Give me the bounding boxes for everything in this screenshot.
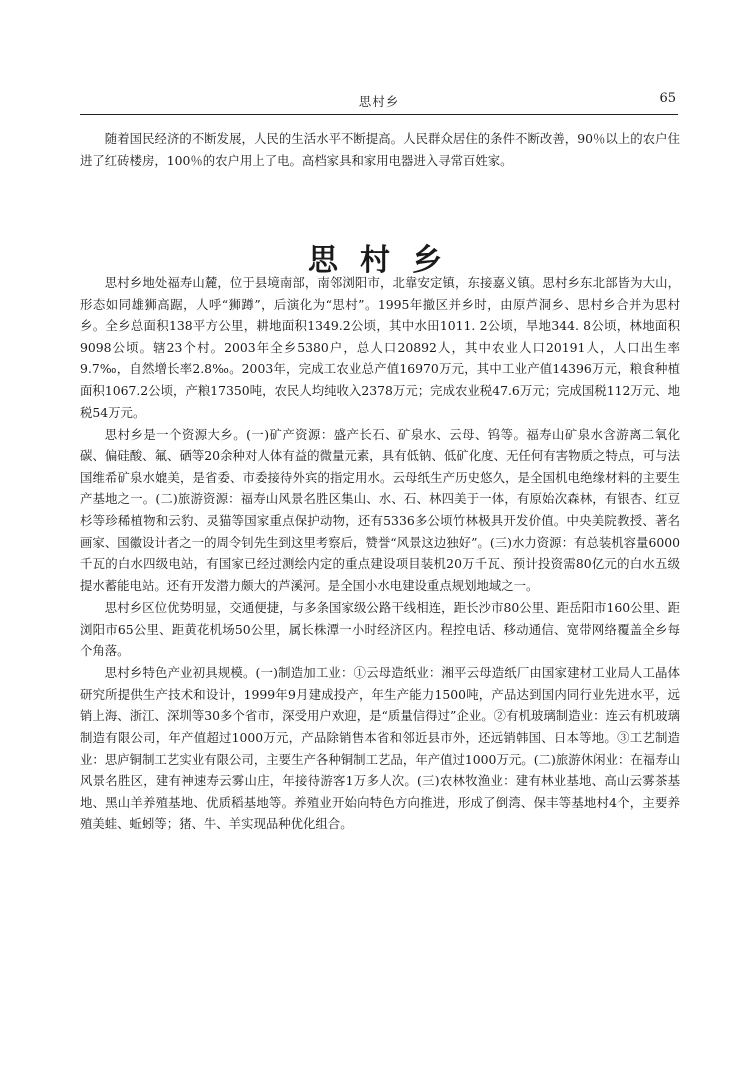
section-body	[80, 272, 680, 835]
previous-section-ending	[80, 128, 680, 171]
paragraph-resources: 思村乡是一个资源大乡。(一)矿产资源：盛产长石、矿泉水、云母、钨等。福寿山矿泉水含游离二氧化碳、偏硅酸、氟、硒等20余种对人体有益的微量元素，具有低钠、低矿化度、无任何有害物质之特点，可与法国维希矿泉水媲美，是省委、市委接待外宾的指定用水。云母纸生产历史悠久，是全国机电绝缘材料的主要生产基地之一。(二)旅游资源：福寿山风景名胜区集山、水、石、林四美于一体，有原始次森林，有银杏、红豆杉等珍稀植物和云豹、灵猫等国家重点保护动物，还有5336多公顷竹林极具开发价值。中央美院教授、著名画家、国徽设计者之一的周令钊先生到这里考察后，赞誉“风景这边独好”。(三)水力资源：有总装机容量6000千瓦的白水四级电站，有国家已经过测绘内定的重点建设项目装机20万千瓦、预计投资需80亿元的白水五级提水蓄能电站。还有开发潜力颇大的芦溪河。是全国小水电建设重点规划地域之一。	[80, 426, 680, 593]
paragraph-overview: 思村乡地处福寿山麓，位于县境南部，南邻浏阳市，北靠安定镇，东接嘉义镇。思村乡东北部皆为大山，形态如同雄狮高踞，人呼“狮蹲”，后演化为“思村”。1995年撤区并乡时，由原芦洞乡、思村乡合并为思村乡。全乡总面积138平方公里，耕地面积1349.2公顷，其中水田1011. 2公顷，旱地344. 8公顷，林地面积9098公顷。辖23个村。2003年全乡5380户，总人口20892人，其中农业人口20191人，人口出生率9.7‰，自然增长率2.8‰。2003年，完成工农业总产值16970万元，其中工业产值14396万元，粮食种植面积1067.2公顷，产粮17350吨，农民人均纯收入2378万元；完成农业税47.6万元；完成国税112万元、地税54万元。	[80, 275, 680, 420]
running-title: 思村乡	[358, 94, 400, 109]
page-number: 65	[659, 91, 676, 106]
page-header	[80, 92, 678, 115]
paragraph-location: 思村乡区位优势明显，交通便捷，与多条国家级公路干线相连，距长沙市80公里、距岳阳市160公里、距浏阳市65公里、距黄花机场50公里，属长株潭一小时经济区内。程控电话、移动通信、宽带网络覆盖全乡每个角落。	[80, 599, 680, 659]
intro-paragraph: 随着国民经济的不断发展，人民的生活水平不断提高。人民群众居住的条件不断改善，90％以上的农户住进了红砖楼房，100％的农户用上了电。高档家具和家用电器进入寻常百姓家。	[80, 131, 680, 168]
paragraph-industry: 思村乡特色产业初具规模。(一)制造加工业：①云母造纸业：湘平云母造纸厂由国家建材工业局人工晶体研究所提供生产技术和设计，1999年9月建成投产，年生产能力1500吨，产品达到国内同行业先进水平，远销上海、浙江、深圳等30多个省市，深受用户欢迎，是“质量信得过”企业。②有机玻璃制造业：连云有机玻璃制造有限公司，年产值超过1000万元，产品除销售本省和邻近县市外，还远销韩国、日本等地。③工艺制造业：思庐铜制工艺实业有限公司，主要生产各种铜制工艺品，年产值过1000万元。(二)旅游休闲业：在福寿山风景名胜区，建有神速寿云雾山庄，年接待游客1万多人次。(三)农林牧渔业：建有林业基地、高山云雾茶基地、黑山羊养殖基地、优质稻基地等。养殖业开始向特色方向推进，形成了倒湾、保丰等基地村4个，主要养殖美蛙、蚯蚓等；猪、牛、羊实现品种优化组合。	[80, 665, 680, 832]
section-title: 思村乡	[308, 243, 464, 279]
